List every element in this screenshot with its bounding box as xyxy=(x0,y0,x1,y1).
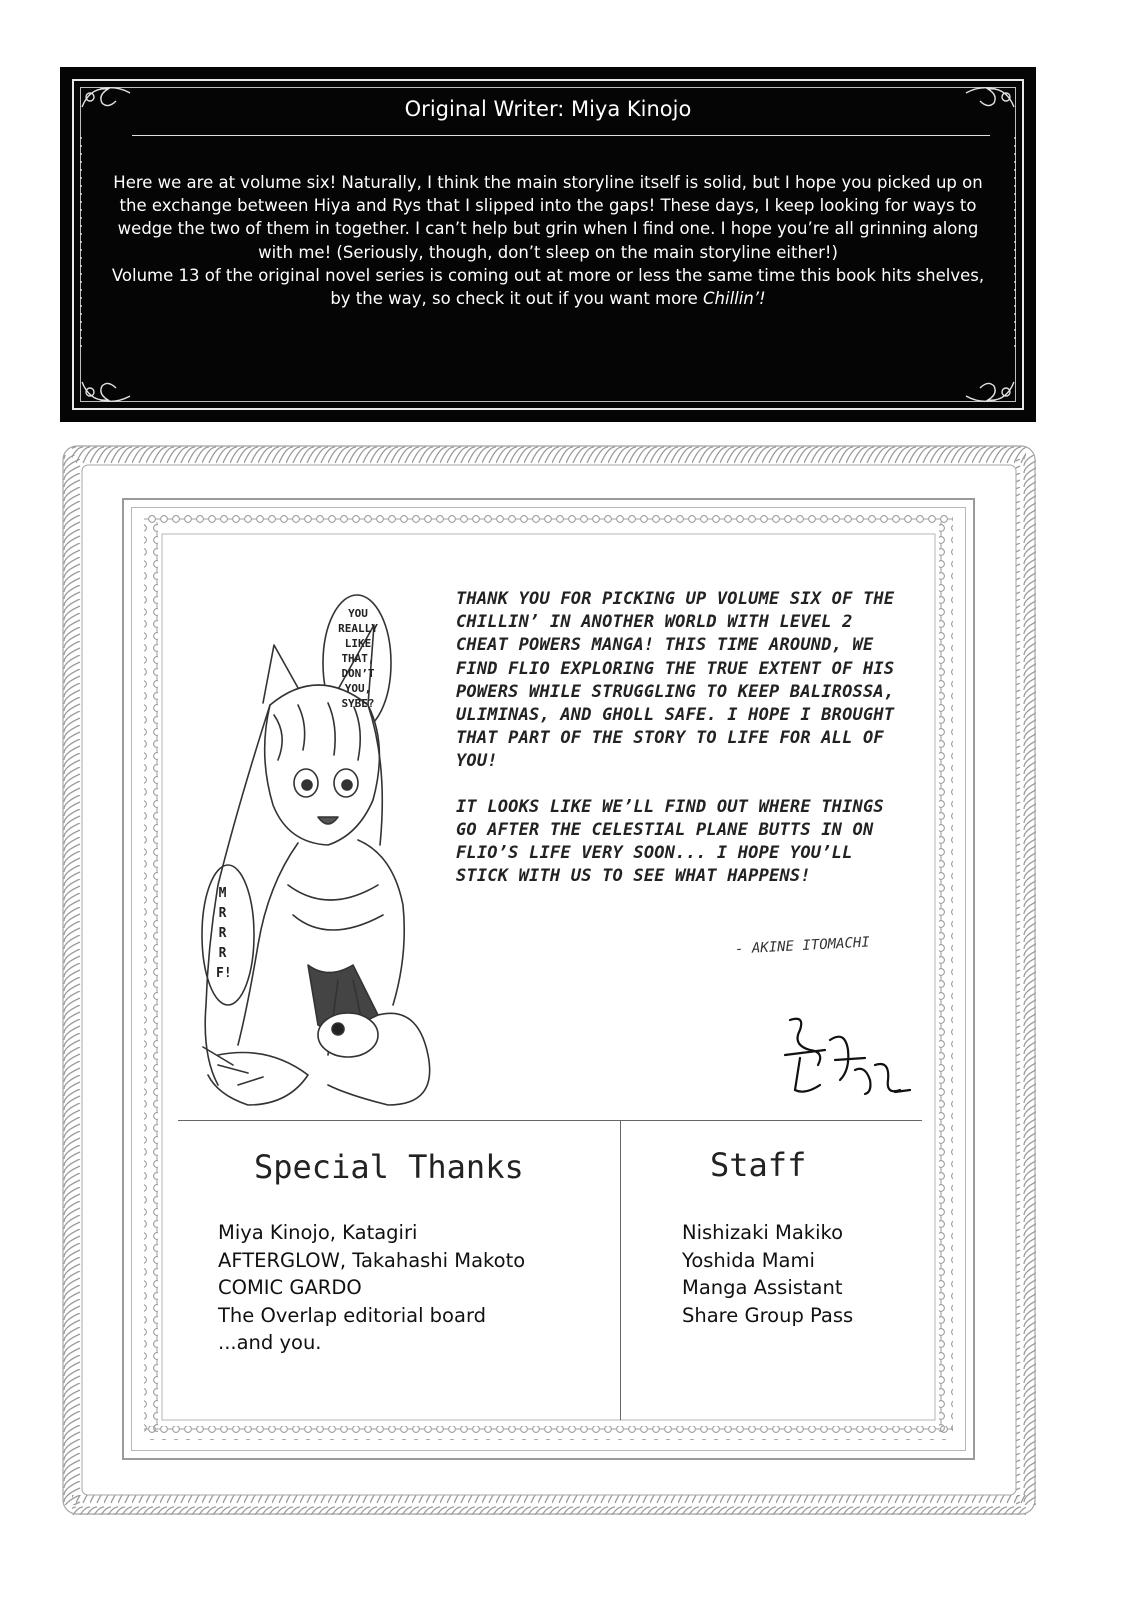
list-item: Share Group Pass xyxy=(682,1303,854,1327)
afterword-text xyxy=(456,588,906,910)
writer-title: Original Writer: Miya Kinojo xyxy=(404,97,692,121)
list-item: Yoshida Mami xyxy=(682,1248,815,1272)
credits-divider-horizontal xyxy=(178,1120,922,1121)
writer-paragraph-1: Here we are at volume six! Naturally, I think the main storyline itself is solid, but I hope you picked up on the exchange between Hiya and Rys that I slipped into the gaps! These days, I keep looking for ways to wedge the two of them in together. I can’t help but grin when I find one. I hope you’re all grinning along with me! (Seriously, though, don’t sleep on the main storyline either!) xyxy=(113,173,983,262)
speech-bubble-1-text: YOU REALLY LIKE THAT, DON’T YOU, SYBE? xyxy=(338,607,378,710)
list-item: AFTERGLOW, Takahashi Makoto xyxy=(218,1248,526,1272)
list-item: Nishizaki Makiko xyxy=(682,1221,844,1244)
writer-paragraph-2 xyxy=(108,264,988,310)
series-title-italic: Chillin’! xyxy=(703,289,766,309)
special-thanks-heading: Special Thanks xyxy=(254,1148,524,1186)
writer-note-box xyxy=(60,67,1036,422)
afterword-paragraph-2: IT LOOKS LIKE WE’LL FIND OUT WHERE THINGS GO AFTER THE CELESTIAL PLANE BUTTS IN ON FLIO’S LIFE VERY SOON... I HOPE YOU’LL STICK WITH US TO SEE WHAT HAPPENS! xyxy=(456,796,884,887)
writer-divider xyxy=(132,135,990,136)
credits-divider-vertical xyxy=(620,1120,621,1420)
list-item: Manga Assistant xyxy=(682,1276,843,1300)
list-item: The Overlap editorial board xyxy=(218,1303,486,1327)
staff-list xyxy=(682,1219,853,1329)
afterword-paragraph-1: THANK YOU FOR PICKING UP VOLUME SIX OF THE CHILLIN’ IN ANOTHER WORLD WITH LEVEL 2 CHEAT POWERS MANGA! THIS TIME AROUND, WE FIND FLIO EXPLORING THE TRUE EXTENT OF HIS POWERS WHILE STRUGGLING TO KEEP BALIROSSA, ULIMINAS, AND GHOLL SAFE. I HOPE I BROUGHT THAT PART OF THE STORY TO LIFE FOR ALL OF YOU! xyxy=(456,589,895,772)
staff-heading: Staff xyxy=(710,1146,807,1184)
afterword-signoff: - AKINE ITOMACHI xyxy=(734,934,871,958)
character-illustration xyxy=(178,585,478,1120)
list-item: COMIC GARDO xyxy=(218,1276,362,1300)
writer-paragraph-2-text: Volume 13 of the original novel series is coming out at more or less the same time this book hits shelves, by the way, so check it out if you want more xyxy=(111,265,985,309)
list-item: ...and you. xyxy=(218,1331,322,1355)
writer-message xyxy=(108,171,988,310)
list-item: Miya Kinojo, Katagiri xyxy=(218,1221,418,1244)
speech-bubble-2-text: MRRRF! xyxy=(216,886,232,981)
special-thanks-list xyxy=(218,1219,525,1357)
handwritten-signature xyxy=(770,1010,920,1105)
